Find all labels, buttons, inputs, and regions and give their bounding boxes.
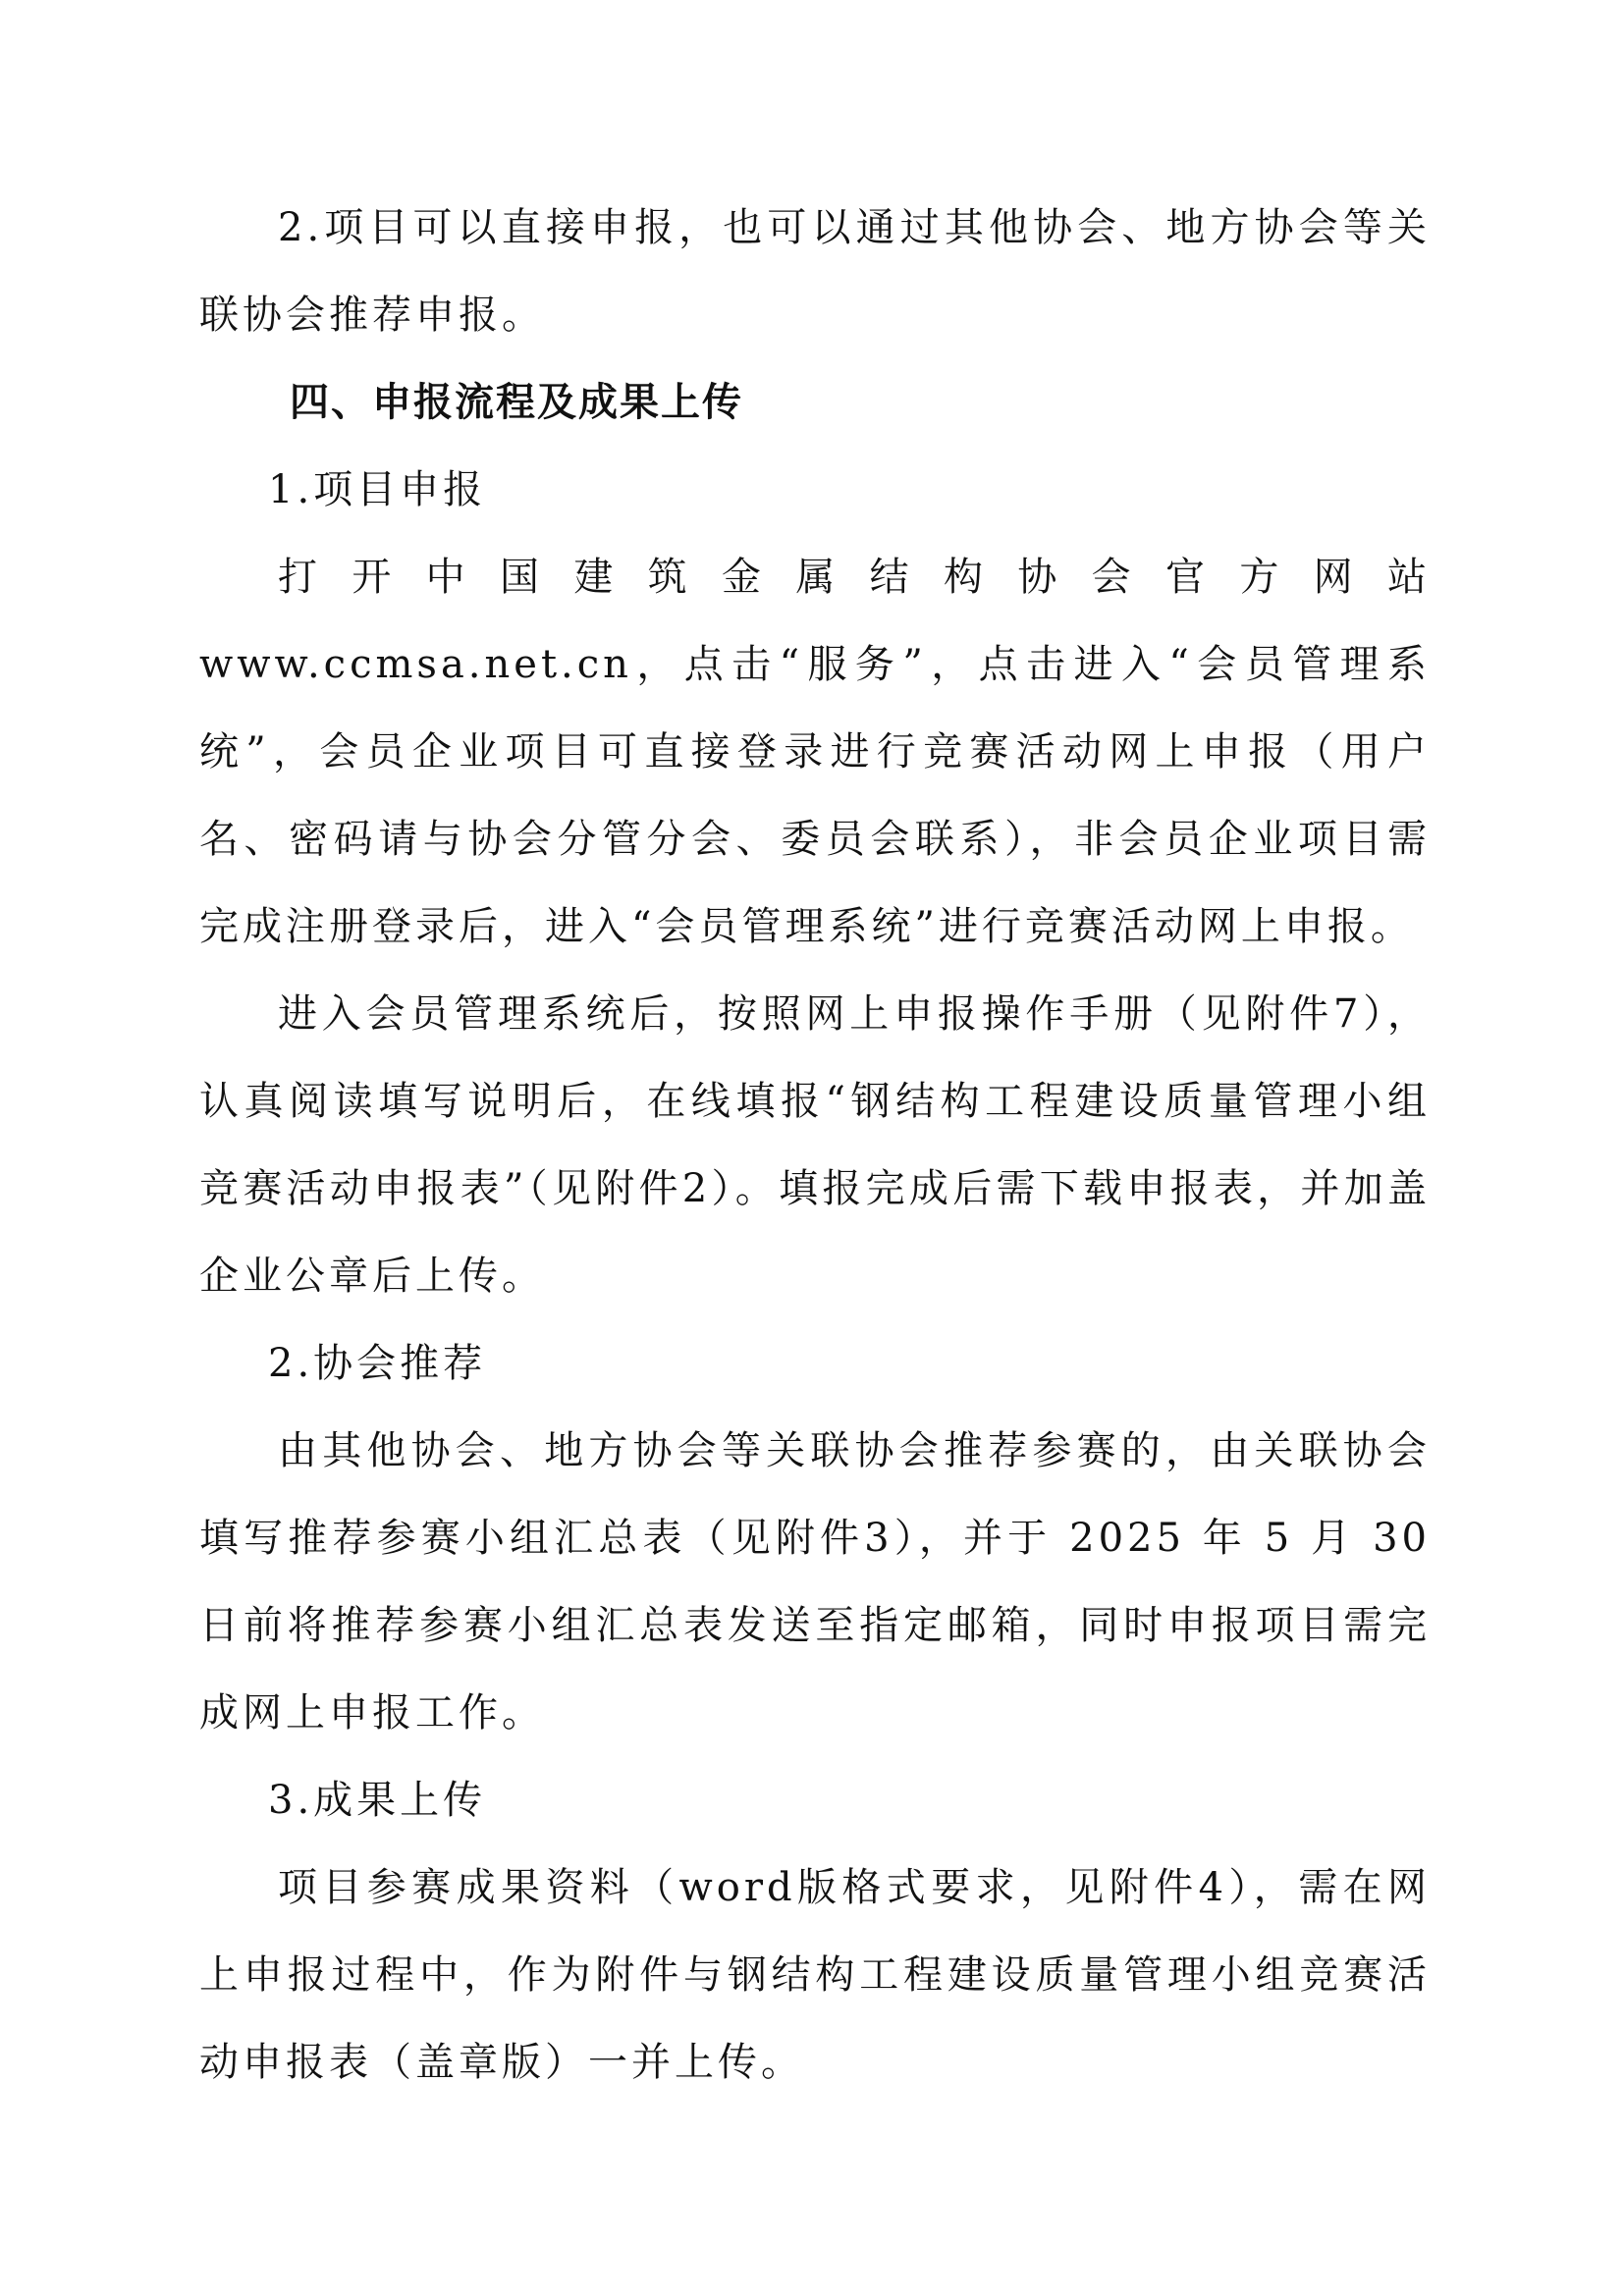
subheading-project-application: 1.项目申报 xyxy=(268,467,487,512)
paragraph-recommendation-note: 2.项目可以直接申报，也可以通过其他协会、地方协会等关联协会推荐申报。 xyxy=(199,205,1431,338)
paragraph-results-materials: 项目参赛成果资料（word版格式要求，见附件4），需在网上申报过程中，作为附件与钢结构工程建设质量管理小组竞赛活动申报表（盖章版）一并上传。 xyxy=(199,1865,1431,2085)
document-body xyxy=(199,185,1431,2107)
paragraph-website-instructions: 打开中国建筑金属结构协会官方网站 www.ccmsa.net.cn，点击“服务”，点击进入“会员管理系统”，会员企业项目可直接登录进行竞赛活动网上申报（用户名、密码请与协会分管分会、委员会联系），非会员企业项目需完成注册登录后，进入“会员管理系统”进行竞赛活动网上申报。 xyxy=(199,555,1431,949)
subheading-results-upload: 3.成果上传 xyxy=(268,1778,487,1823)
paragraph-recommendation-summary: 由其他协会、地方协会等关联协会推荐参赛的，由关联协会填写推荐参赛小组汇总表（见附件3），并于 2025 年 5 月 30 日前将推荐参赛小组汇总表发送至指定邮箱，同时申报项目需完成网上申报工作。 xyxy=(199,1428,1431,1735)
section-heading-process: 四、申报流程及成果上传 xyxy=(290,380,743,425)
subheading-association-recommendation: 2.协会推荐 xyxy=(268,1341,487,1386)
paragraph-online-form: 进入会员管理系统后，按照网上申报操作手册（见附件7），认真阅读填写说明后，在线填报“钢结构工程建设质量管理小组竞赛活动申报表”（见附件2）。填报完成后需下载申报表，并加盖企业公章后上传。 xyxy=(199,991,1431,1299)
